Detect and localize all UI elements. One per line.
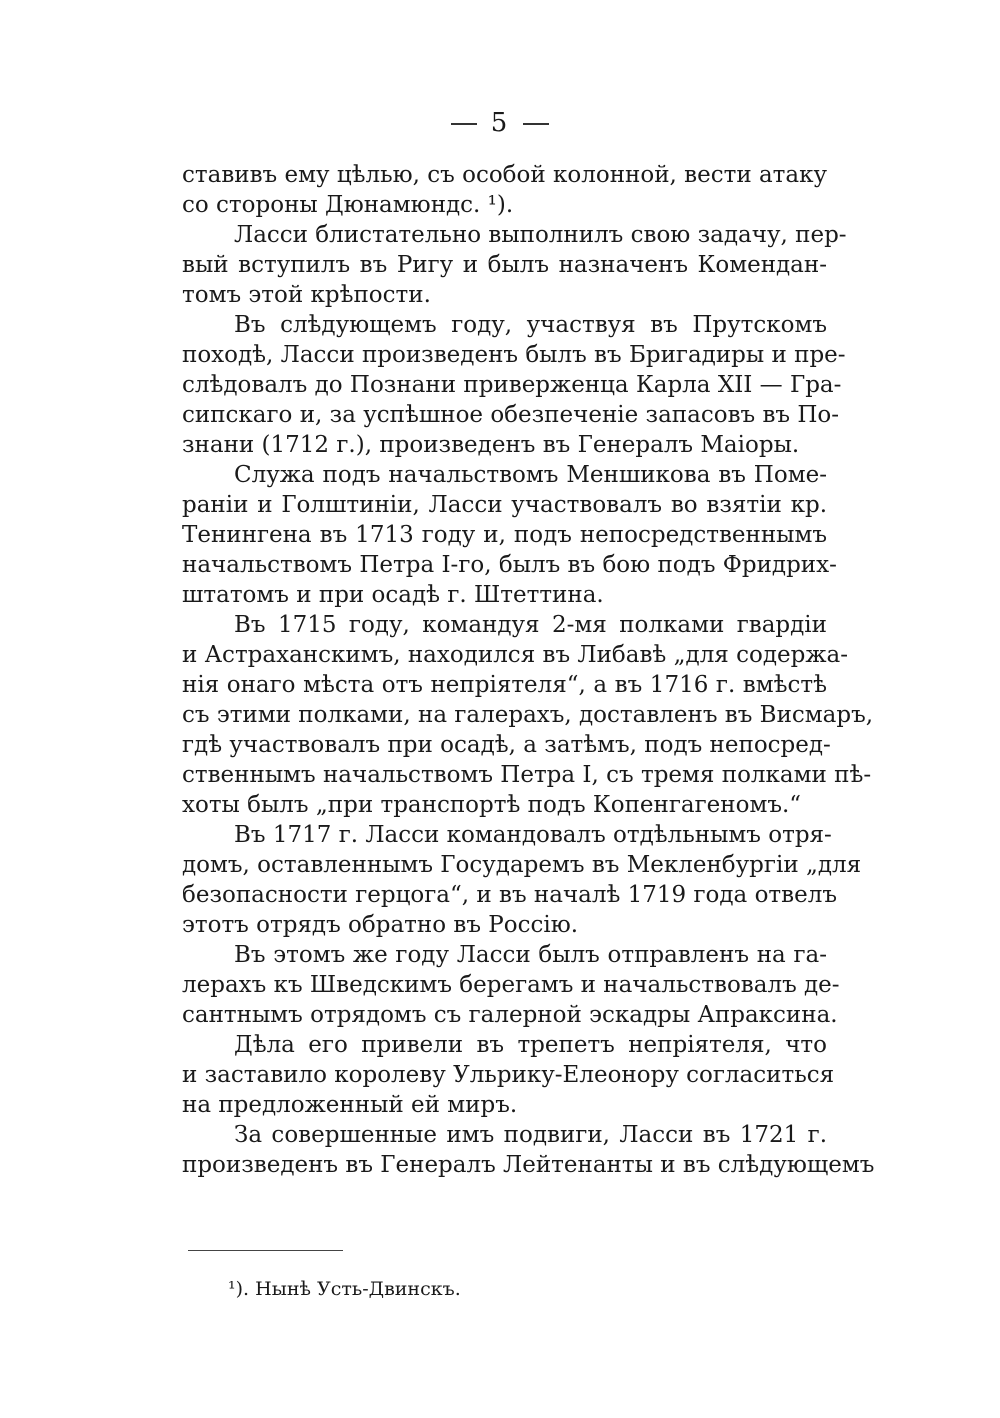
text-line: и заставило королеву Ульрику-Елеонору согласиться — [182, 1062, 835, 1088]
page-number-header — [0, 108, 1000, 138]
text-line: начальствомъ Петра I-го, былъ въ бою подъ Фридрих- — [182, 552, 837, 578]
body-text — [182, 160, 875, 1180]
text-line: хоты былъ „при транспортѣ подъ Копенгагеномъ.“ — [182, 792, 802, 818]
text-line: Служа подъ начальствомъ Меншикова въ Поме- — [234, 462, 827, 488]
text-line: со стороны Дюнамюндс. ¹). — [182, 192, 514, 218]
text-line: Дѣла его привели въ трепетъ непріятеля, что — [234, 1032, 827, 1058]
text-line: Въ слѣдующемъ году, участвуя въ Прутскомъ — [234, 312, 827, 338]
text-line: Въ 1715 году, командуя 2-мя полками гвардіи — [234, 612, 827, 638]
text-line: Въ 1717 г. Ласси командовалъ отдѣльнымъ отря- — [234, 822, 832, 848]
text-line: этотъ отрядъ обратно въ Россію. — [182, 912, 579, 938]
text-line: раніи и Голштиніи, Ласси участвовалъ во взятіи кр. — [182, 492, 827, 518]
left-dash — [451, 123, 477, 125]
text-line: Тенингена въ 1713 году и, подъ непосредственнымъ — [182, 522, 827, 548]
text-line: сипскаго и, за успѣшное обезпеченіе запасовъ въ По- — [182, 402, 840, 428]
footnote — [228, 1276, 461, 1302]
text-line: лерахъ къ Шведскимъ берегамъ и начальствовалъ де- — [182, 972, 840, 998]
text-line: знани (1712 г.), произведенъ въ Генералъ Маіоры. — [182, 432, 800, 458]
text-line: За совершенные имъ подвиги, Ласси въ 1721 г. — [234, 1122, 827, 1148]
text-line: гдѣ участвовалъ при осадѣ, а затѣмъ, подъ непосред- — [182, 732, 831, 758]
footnote-separator — [188, 1250, 343, 1251]
text-line: произведенъ въ Генералъ Лейтенанты и въ слѣдующемъ — [182, 1152, 875, 1178]
text-line: съ этими полками, на галерахъ, доставленъ въ Висмаръ, — [182, 702, 874, 728]
text-line: Ласси блистательно выполнилъ свою задачу, пер- — [234, 222, 847, 248]
right-dash — [523, 123, 549, 125]
text-line: вый вступилъ въ Ригу и былъ назначенъ Комендан- — [182, 252, 827, 278]
text-line: ставивъ ему цѣлью, съ особой колонной, вести атаку — [182, 162, 828, 188]
text-line: безопасности герцога“, и въ началѣ 1719 года отвелъ — [182, 882, 837, 908]
text-line: томъ этой крѣпости. — [182, 282, 431, 308]
text-line: ственнымъ начальствомъ Петра I, съ тремя полками пѣ- — [182, 762, 872, 788]
text-line: штатомъ и при осадѣ г. Штеттина. — [182, 582, 604, 608]
page-number: 5 — [490, 108, 510, 138]
text-line: походѣ, Ласси произведенъ былъ въ Бригадиры и пре- — [182, 342, 846, 368]
footnote-text: Нынѣ Усть-Двинскъ. — [255, 1278, 461, 1300]
text-line: домъ, оставленнымъ Государемъ въ Мекленбургіи „для — [182, 852, 862, 878]
text-line: нія онаго мѣста отъ непріятеля“, а въ 1716 г. вмѣстѣ — [182, 672, 827, 698]
footnote-marker: ¹). — [228, 1278, 250, 1300]
text-line: и Астраханскимъ, находился въ Либавѣ „для содержа- — [182, 642, 848, 668]
text-line: слѣдовалъ до Познани приверженца Карла XII — Гра- — [182, 372, 842, 398]
text-line: сантнымъ отрядомъ съ галерной эскадры Апраксина. — [182, 1002, 838, 1028]
text-line: на предложенный ей миръ. — [182, 1092, 518, 1118]
text-line: Въ этомъ же году Ласси былъ отправленъ на га- — [234, 942, 827, 968]
